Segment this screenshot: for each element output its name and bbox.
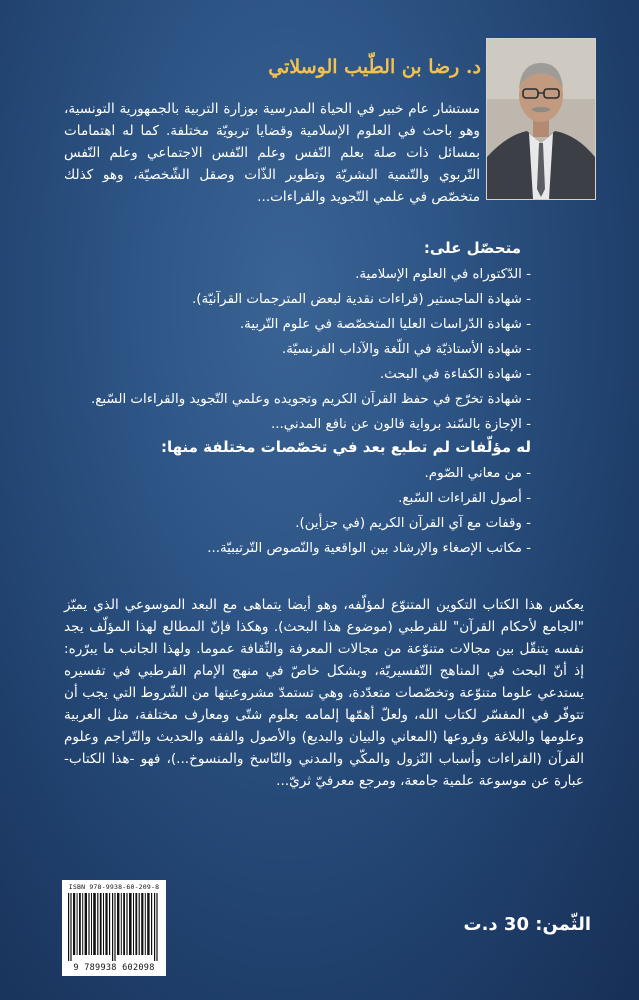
isbn-digits: 9 789938 602098 [73,963,155,973]
list-item: - من معاني الصّوم. [424,466,531,481]
list-item: - شهادة الدّراسات العليا المتخصّصة في علوم التّربية. [239,317,531,332]
author-photo [486,38,596,200]
book-description: يعكس هذا الكتاب التكوين المتنوّع لمؤلّفه، وهو أيضا يتماهى مع البعد الموسوعي الذي يميّز "الجامع لأحكام القرآن" للقرطبي (موضوع هذا البحث). وهكذا فإنّ المطالع لهذا المؤلّف يجد نفسه يتنقّل بين مجالات متنوّعة من مجالات المعرفة والثّقافة عموما. ولهذا الجانب ما يبرّره: إذ أنّ البحث في المناهج التّفسيريّة، وبشكل خاصّ في منهج الإمام القرطبي في تفسيره يستدعي علوما متنوّعة وتخصّصات متعدّدة، وهي تستمدّ مشروعيتها من الشّروط التي يجب أن تتوفّر في المفسّر لكتاب الله، ولعلّ أهمّها إلمامه بعلوم شتّى ومعارف مختلفة، مثل العربية وعلومها والبلاغة وفروعها (المعاني والبيان والبديع) والأصول والفقه والحديث والتّراجم وعلوم القرآن (القراءات وأسباب النّزول والمكّي والمدني والنّاسخ والمنسوخ...)، فهو -هذا الكتاب- عبارة عن موسوعة علمية جامعة، ومرجع معرفيّ ثريّ... [64,596,584,789]
author-portrait-icon [487,39,595,199]
list-item: - مكاتب الإصغاء والإرشاد بين الواقعية والنّصوص التّرتيبيّة... [207,541,531,556]
isbn-number: ISBN 978-9938-60-209-8 [68,883,160,891]
works-title: له مؤلّفات لم تطبع بعد في تخصّصات مختلفة منها: [161,438,531,456]
author-bio: مستشار عام خبير في الحياة المدرسية بوزارة التربية بالجمهورية التونسية، وهو باحث في العلوم الإسلامية وقضايا تربويّة مختلفة. كما له اهتمامات بمسائل ذات صلة بعلم النّفس وعلم النّفس الاجتماعي وعلم النّفس التّربوي والتّنمية البشريّة وتطوير الذّات وصقل الشّخصيّة، وهو كذلك متخصّص في علمي التّجويد والقراءات... [64,100,480,205]
list-item: - شهادة الكفاءة في البحث. [379,367,531,382]
price-label: الثّمن: 30 د.ت [463,914,591,935]
list-item: - الإجازة بالسّند برواية قالون عن نافع المدني... [271,417,531,432]
list-item: - وقفات مع آي القرآن الكريم (في جزأين). [295,516,531,531]
credentials-list [91,262,531,437]
author-name: د. رضا بن الطّيب الوسلاتي [268,56,481,78]
list-item: - شهادة الماجستير (قراءات نقدية لبعض المترجمات القرآنيّة). [192,292,531,307]
isbn-barcode [62,880,166,976]
list-item: - شهادة تخرّج في حفظ القرآن الكريم وتجويده وعلمي التّجويد والقراءات السّبع. [91,392,531,407]
list-item: - الدّكتوراه في العلوم الإسلامية. [355,267,531,282]
list-item: - أصول القراءات السّبع. [398,491,531,506]
list-item: - شهادة الأستاذيّة في اللّغة والآداب الفرنسيّة. [281,342,531,357]
credentials-title: متحصّل على: [423,239,521,257]
barcode-icon [68,893,160,961]
works-list [207,461,531,561]
